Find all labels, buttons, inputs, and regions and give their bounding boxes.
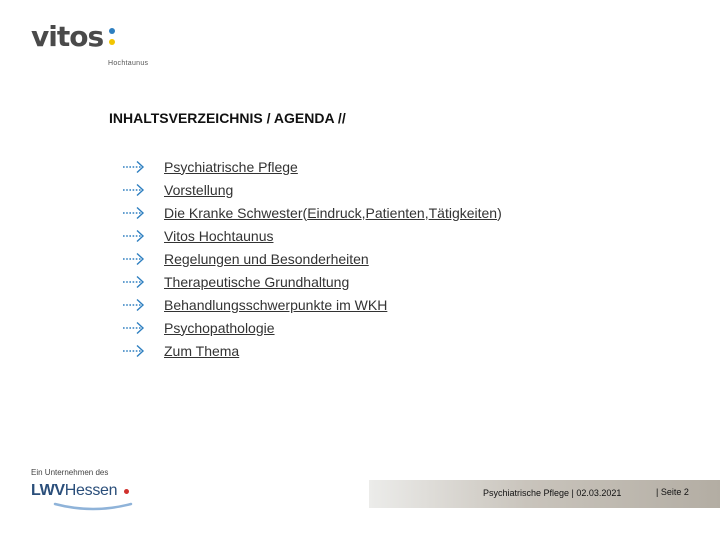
agenda-item xyxy=(122,224,502,247)
vitos-logo-colon-icon xyxy=(109,28,115,45)
agenda-item xyxy=(122,293,502,316)
vitos-logo xyxy=(31,20,161,70)
dotted-arrow-icon xyxy=(122,250,146,268)
agenda-item xyxy=(122,247,502,270)
agenda-item xyxy=(122,201,502,224)
agenda-link[interactable]: Tätigkeiten xyxy=(428,204,498,221)
lwv-red-dot-icon xyxy=(124,489,129,494)
agenda-heading: INHALTSVERZEICHNIS / AGENDA // xyxy=(109,110,346,126)
agenda-list xyxy=(122,155,502,362)
lwv-tagline: Ein Unternehmen des xyxy=(31,468,109,477)
agenda-text: , xyxy=(361,204,366,221)
agenda-link[interactable]: Therapeutische Grundhaltung xyxy=(164,273,350,290)
agenda-link[interactable]: Patienten xyxy=(365,204,425,221)
dotted-arrow-icon xyxy=(122,342,146,360)
agenda-link[interactable]: Psychopathologie xyxy=(164,319,275,336)
footer-page-number: | Seite 2 xyxy=(656,487,689,497)
vitos-logo-subtitle: Hochtaunus xyxy=(108,60,149,67)
agenda-item xyxy=(122,178,502,201)
lwv-swoosh-icon xyxy=(53,502,133,512)
agenda-text: ( xyxy=(302,204,308,221)
agenda-link[interactable]: Regelungen und Besonderheiten xyxy=(164,250,369,267)
vitos-logo-blue-dot xyxy=(109,28,115,34)
vitos-logo-wordmark: vitos xyxy=(31,20,104,53)
dotted-arrow-icon xyxy=(122,227,146,245)
agenda-link[interactable]: Die Kranke Schwester xyxy=(164,204,303,221)
agenda-item xyxy=(122,339,502,362)
agenda-link[interactable]: Vorstellung xyxy=(164,181,234,198)
agenda-link[interactable]: Vitos Hochtaunus xyxy=(164,227,274,244)
dotted-arrow-icon xyxy=(122,273,146,291)
dotted-arrow-icon xyxy=(122,296,146,314)
dotted-arrow-icon xyxy=(122,319,146,337)
lwv-wordmark-bold: LWV xyxy=(31,482,65,499)
footer-title-date: Psychiatrische Pflege | 02.03.2021 xyxy=(483,488,622,498)
dotted-arrow-icon xyxy=(122,158,146,176)
agenda-link[interactable]: Zum Thema xyxy=(164,342,240,359)
agenda-item xyxy=(122,270,502,293)
lwv-wordmark xyxy=(31,482,117,500)
dotted-arrow-icon xyxy=(122,204,146,222)
dotted-arrow-icon xyxy=(122,181,146,199)
agenda-text: ) xyxy=(497,204,502,221)
agenda-link[interactable]: Behandlungsschwerpunkte im WKH xyxy=(164,296,388,313)
lwv-hessen-logo xyxy=(31,468,141,516)
agenda-link[interactable]: Eindruck xyxy=(307,204,362,221)
agenda-item xyxy=(122,316,502,339)
agenda-link[interactable]: Psychiatrische Pflege xyxy=(164,158,298,175)
vitos-logo-yellow-dot xyxy=(109,39,115,45)
agenda-item xyxy=(122,155,502,178)
lwv-wordmark-regular: Hessen xyxy=(64,482,118,499)
agenda-text: , xyxy=(424,204,429,221)
